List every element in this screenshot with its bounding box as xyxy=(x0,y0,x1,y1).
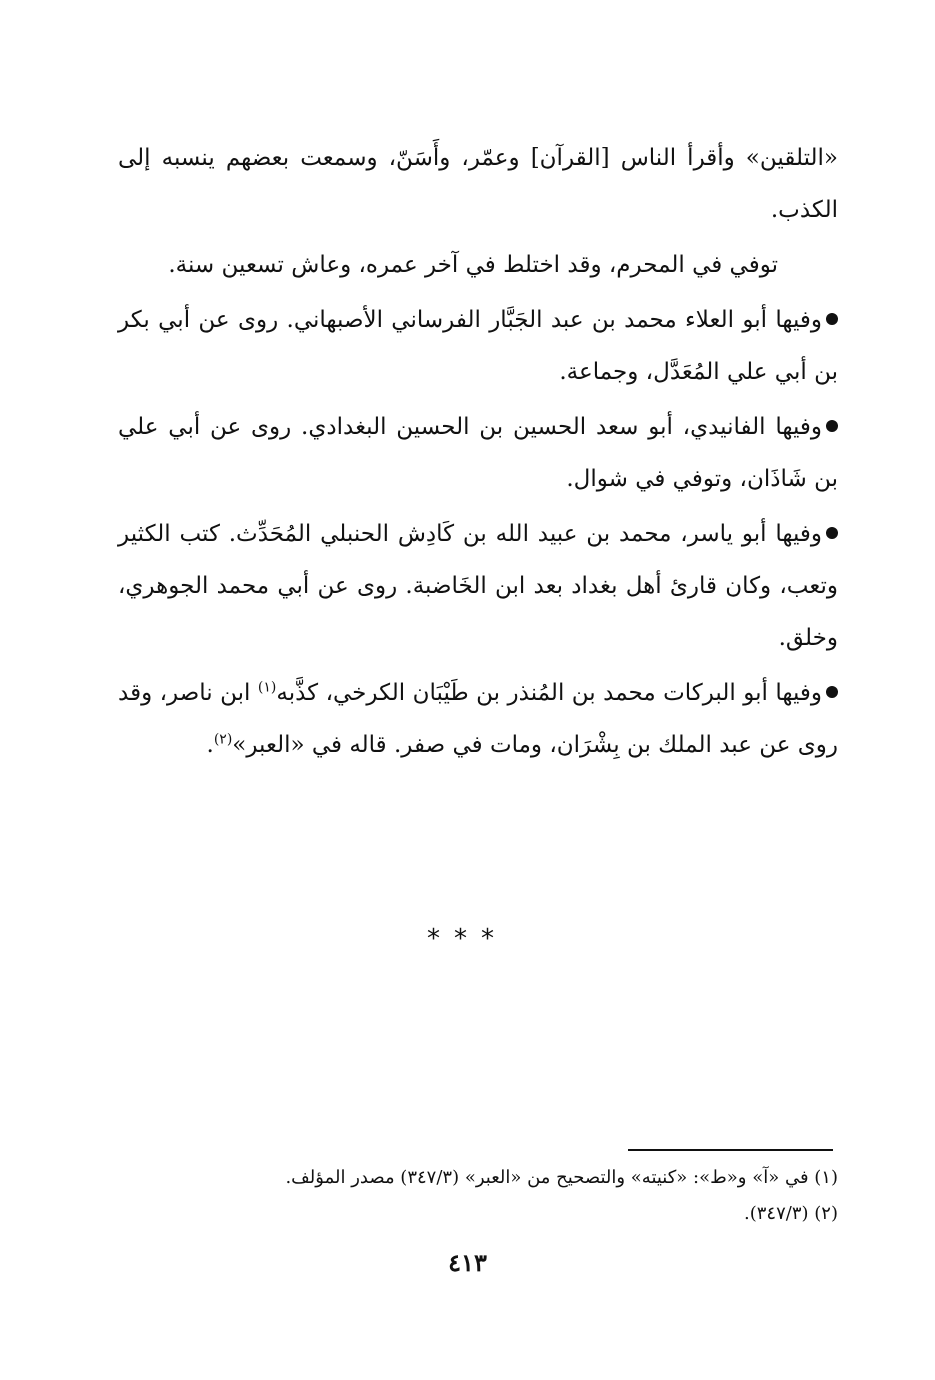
footnote-ref-2[interactable]: (٢) xyxy=(213,731,233,748)
footnote-divider xyxy=(628,1149,833,1151)
bullet-icon xyxy=(826,420,838,432)
section-separator: *** xyxy=(427,924,508,954)
paragraph-death-note: توفي في المحرم، وقد اختلط في آخر عمره، وعاش تسعين سنة. xyxy=(168,252,778,278)
footnote-2: (٢) (٣٤٧/٣). xyxy=(744,1203,838,1224)
entry-abu-al-barakat xyxy=(118,667,838,771)
entry-text: وفيها أبو العلاء محمد بن عبد الجَبَّار الفرساني الأصبهاني. روى عن أبي بكر بن أبي علي المُعَدَّل، وجماعة. xyxy=(118,307,838,385)
entry-text: وفيها أبو ياسر، محمد بن عبيد الله بن كَادِش الحنبلي المُحَدِّث. كتب الكثير وتعب، وكان قارئ أهل بغداد بعد ابن الخَاضبة. روى عن أبي محمد الجوهري، وخلق. xyxy=(118,521,838,651)
bullet-icon xyxy=(826,686,838,698)
page-number: ٤١٣ xyxy=(448,1248,487,1277)
entry-al-fanidi xyxy=(118,401,838,505)
bullet-icon xyxy=(826,313,838,325)
footnotes xyxy=(118,1160,838,1232)
footnote-1: (١) في «آ» و«ط»: «كنيته» والتصحيح من «العبر» (٣٤٧/٣) مصدر المؤلف. xyxy=(285,1167,838,1188)
entry-abu-al-ala xyxy=(118,294,838,398)
footnote-ref-1[interactable]: (١) xyxy=(257,679,277,696)
main-text xyxy=(118,132,838,774)
entry-text: وفيها أبو البركات محمد بن المُنذر بن طَيْبَان الكرخي، كذَّبه xyxy=(276,680,822,706)
paragraph-continuation: «التلقين» وأقرأ الناس [القرآن] وعمّر، وأَسَنّ، وسمعت بعضهم ينسبه إلى الكذب. xyxy=(118,145,838,223)
entry-text-end: . xyxy=(206,732,214,758)
entry-text-cont: ابن ناصر، وقد روى عن عبد الملك بن بِشْرَان، ومات في صفر. قاله في «العبر» xyxy=(118,680,838,758)
entry-text: وفيها الفانيدي، أبو سعد الحسين بن الحسين البغدادي. روى عن أبي علي بن شَاذَان، وتوفي في شوال. xyxy=(118,414,838,492)
entry-abu-yasir xyxy=(118,508,838,664)
bullet-icon xyxy=(826,527,838,539)
